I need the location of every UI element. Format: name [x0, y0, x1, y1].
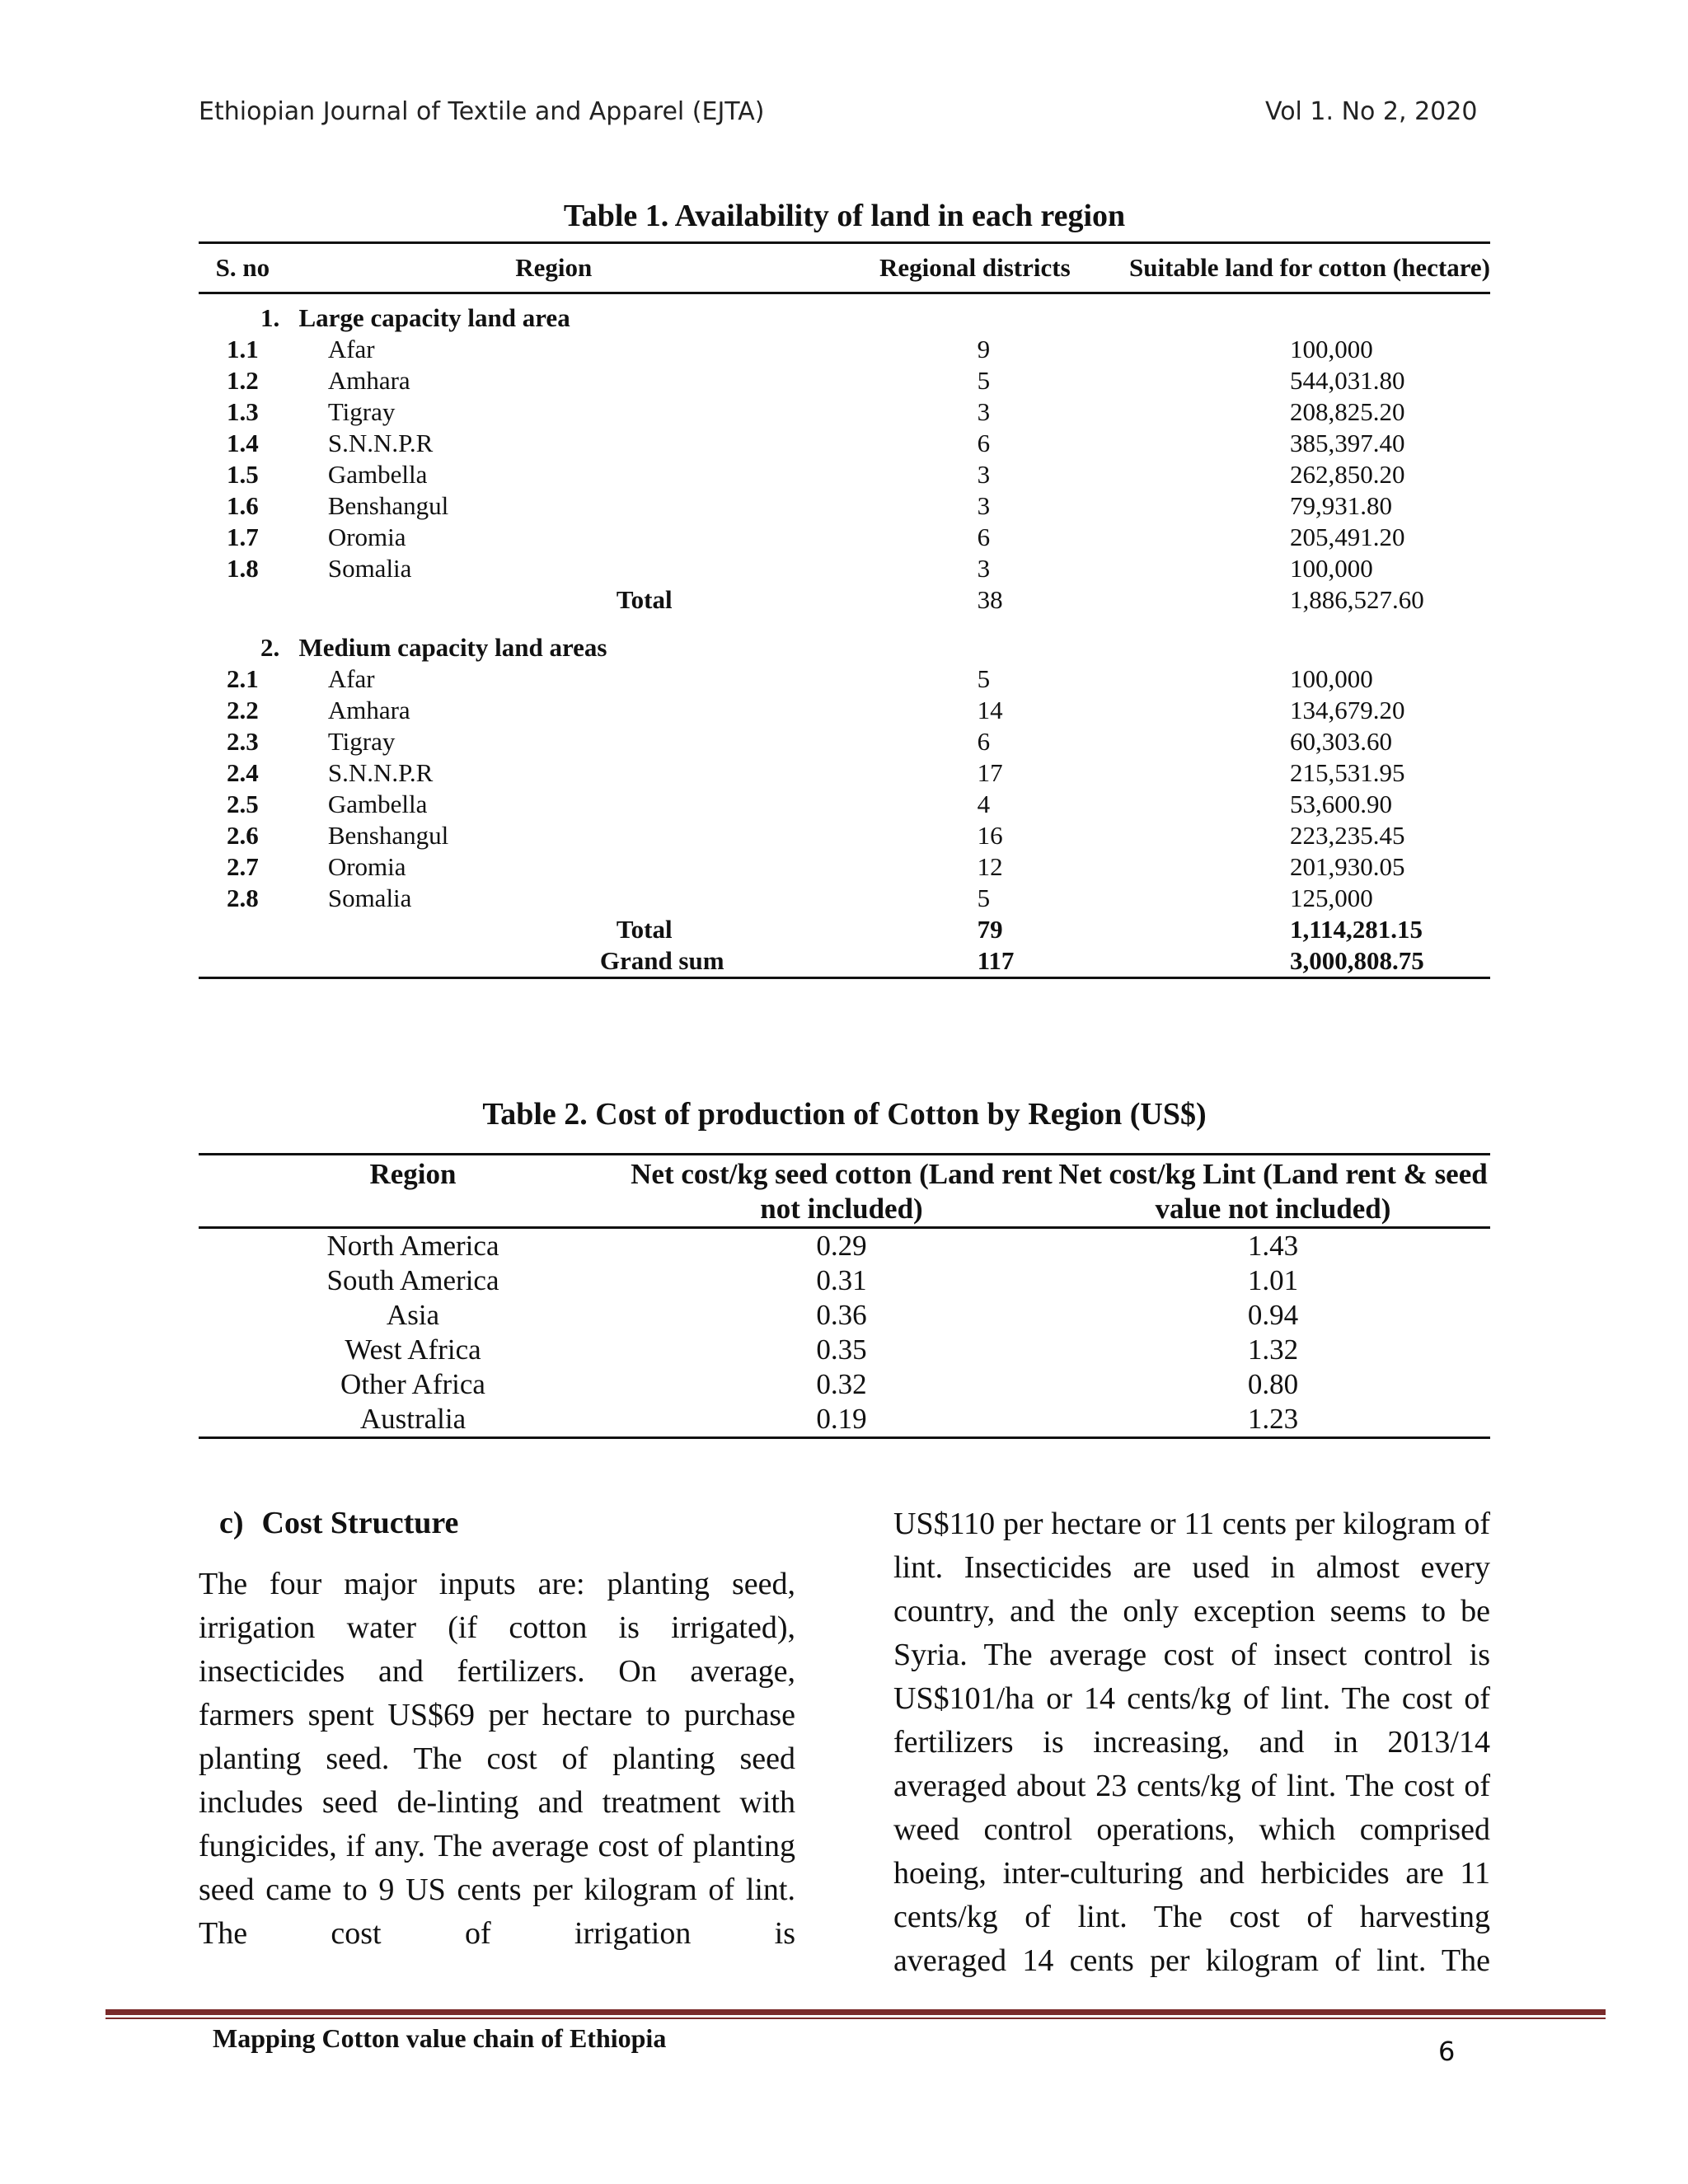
region-cell: Oromia: [327, 523, 406, 551]
table-header-row: [199, 243, 1490, 293]
table-row: [199, 553, 1490, 584]
section-number: 2.: [260, 633, 280, 662]
table-row: [199, 1367, 1490, 1402]
section-heading-row: [199, 632, 1490, 663]
column-header: Net cost/kg seed cotton (Land rent not included): [627, 1155, 1056, 1228]
table-row: [199, 851, 1490, 883]
lint-cost-cell: 0.94: [1247, 1299, 1299, 1331]
table2-caption: Table 2. Cost of production of Cotton by Region (US$): [482, 1097, 1207, 1132]
table-row: [199, 522, 1490, 553]
lint-cost-cell: 1.23: [1056, 1402, 1490, 1438]
region-cell: Gambella: [327, 790, 428, 818]
serial-number-cell: 2.8: [227, 883, 259, 912]
serial-number-cell: 1.1: [227, 335, 259, 363]
grand-sum-label-cell: Grand sum: [287, 945, 821, 978]
serial-number-cell: 1.8: [227, 554, 259, 583]
districts-cell: 3: [977, 460, 991, 489]
land-cell: 134,679.20: [1290, 696, 1405, 724]
table-row: [199, 883, 1490, 914]
section-heading: [199, 293, 1490, 335]
footer-rule: [106, 2009, 1606, 2015]
table-row: [199, 334, 1490, 365]
column-header: Region: [199, 1155, 627, 1228]
table-row: [199, 1263, 1490, 1298]
seed-cost-cell: 0.29: [816, 1230, 867, 1262]
region-cell: Amhara: [327, 696, 410, 724]
serial-number-cell: 1.2: [227, 366, 259, 395]
region-cell: West Africa: [345, 1333, 481, 1366]
serial-number-cell: 1.5: [227, 460, 259, 489]
seed-cost-cell: 0.32: [816, 1368, 867, 1400]
section-heading-cost-structure: [219, 1505, 458, 1541]
table-row: [199, 695, 1490, 726]
districts-cell: 4: [977, 790, 991, 818]
districts-cell: 3: [977, 491, 991, 520]
spacer-row: [199, 616, 1490, 632]
section-marker: c): [219, 1506, 244, 1540]
region-cell: Other Africa: [340, 1368, 485, 1400]
section-title: Cost Structure: [261, 1506, 459, 1540]
land-cell: 544,031.80: [1290, 366, 1405, 395]
cost-table-body: [199, 1228, 1490, 1438]
districts-cell: 17: [977, 758, 1003, 787]
total-land-cell: 1,886,527.60: [1290, 585, 1424, 614]
districts-cell: 6: [977, 523, 991, 551]
districts-cell: 3: [977, 397, 991, 426]
land-cell: 79,931.80: [1290, 491, 1393, 520]
total-row: [199, 914, 1490, 945]
region-cell: Somalia: [327, 554, 412, 583]
serial-number-cell: 2.1: [227, 664, 259, 693]
table-row: [199, 1333, 1490, 1367]
table-row: [199, 789, 1490, 820]
page-number: 6: [1438, 2036, 1456, 2067]
serial-number-cell: 1.7: [227, 523, 259, 551]
body-paragraph-right: US$110 per hectare or 11 cents per kilogram of lint. Insecticides are used in almost every country, and the only exception seems to be Syria. The average cost of insect control is US$101/ha or 14 cents/kg of lint. The cost of fertilizers is increasing, and in 2013/14 averaged about 23 cents/kg of lint. The cost of weed control operations, which comprised hoeing, inter-culturing and herbicides are 11 cents/kg of lint. The cost of harvesting averaged 14 cents per kilogram of lint. The: [893, 1507, 1490, 1978]
total-label-cell: Total: [616, 915, 673, 944]
districts-cell: 5: [977, 366, 991, 395]
serial-number-cell: 2.2: [227, 696, 259, 724]
land-availability-table: [199, 241, 1490, 979]
lint-cost-cell: 0.80: [1247, 1368, 1299, 1400]
serial-number-cell: 2.3: [227, 727, 259, 756]
districts-cell: 3: [977, 554, 991, 583]
districts-cell: 6: [977, 727, 991, 756]
land-cell: 201,930.05: [1290, 852, 1405, 881]
serial-number-cell: 1.6: [227, 491, 259, 520]
table-row: [199, 1402, 1490, 1438]
land-cell: 60,303.60: [1290, 727, 1393, 756]
region-cell: South America: [326, 1264, 499, 1296]
table-row: [199, 663, 1490, 695]
land-table-body: [199, 293, 1490, 978]
empty-cell: [199, 945, 287, 978]
column-header: Suitable land for cotton (hectare): [1129, 243, 1490, 293]
table-row: [199, 365, 1490, 396]
spacer-cell: [199, 616, 1490, 632]
empty-cell: [199, 584, 287, 616]
districts-cell: 6: [977, 429, 991, 457]
table-row: [199, 490, 1490, 522]
region-cell: North America: [326, 1230, 499, 1262]
table-row: [199, 1298, 1490, 1333]
land-cell: 205,491.20: [1290, 523, 1405, 551]
serial-number-cell: 1.3: [227, 397, 259, 426]
column-header: Regional districts: [821, 243, 1129, 293]
section-label: Large capacity land area: [298, 303, 570, 332]
running-header-journal: Ethiopian Journal of Textile and Apparel (EJTA): [199, 97, 765, 126]
serial-number-cell: 2.7: [227, 852, 259, 881]
footer-title: Mapping Cotton value chain of Ethiopia: [213, 2023, 667, 2053]
total-districts-cell: 79: [977, 915, 1003, 944]
lint-cost-cell: 1.43: [1247, 1230, 1299, 1262]
land-cell: 262,850.20: [1290, 460, 1405, 489]
region-cell: Oromia: [327, 852, 406, 881]
section-label: Medium capacity land areas: [298, 633, 607, 662]
column-header: Region: [287, 243, 821, 293]
total-land-cell: 1,114,281.15: [1290, 915, 1423, 944]
running-header-volume: Vol 1. No 2, 2020: [1265, 97, 1478, 126]
table-row: [199, 820, 1490, 851]
table1-caption: Table 1. Availability of land in each region: [563, 199, 1126, 233]
region-cell: Tigray: [327, 727, 396, 756]
lint-cost-cell: 1.01: [1247, 1264, 1299, 1296]
section-heading-row: [199, 293, 1490, 335]
region-cell: Benshangul: [327, 821, 449, 850]
serial-number-cell: 2.4: [227, 758, 259, 787]
table-row: [199, 396, 1490, 428]
districts-cell: 5: [977, 664, 991, 693]
footer-rule-thin: [106, 2018, 1606, 2019]
land-cell: 385,397.40: [1290, 429, 1405, 457]
table-row: [199, 1228, 1490, 1264]
land-cell: 53,600.90: [1290, 790, 1393, 818]
seed-cost-cell: 0.36: [816, 1299, 867, 1331]
grand-districts-cell: 117: [821, 945, 1129, 978]
region-cell: S.N.N.P.R: [327, 758, 434, 787]
land-cell: 125,000: [1290, 883, 1373, 912]
serial-number-cell: 2.6: [227, 821, 259, 850]
region-cell: Amhara: [327, 366, 410, 395]
land-cell: 100,000: [1290, 554, 1373, 583]
table-row: [199, 428, 1490, 459]
seed-cost-cell: 0.19: [627, 1402, 1056, 1438]
total-label-cell: Total: [616, 585, 673, 614]
body-paragraph-left: The four major inputs are: planting seed, irrigation water (if cotton is irrigated), insecticides and fertilizers. On average, farmers spent US$69 per hectare to purchase planting seed. The cost of planting seed includes seed de-linting and treatment with fungicides, if any. The average cost of planting seed came to 9 US cents per kilogram of lint. The cost of irrigation is: [199, 1567, 795, 1951]
table-row: [199, 726, 1490, 757]
column-header: Net cost/kg Lint (Land rent & seed value not included): [1056, 1155, 1490, 1228]
cost-of-production-table: [199, 1153, 1490, 1439]
serial-number-cell: 2.5: [227, 790, 259, 818]
region-cell: Tigray: [327, 397, 396, 426]
seed-cost-cell: 0.35: [816, 1333, 867, 1366]
total-row: [199, 584, 1490, 616]
section-number: 1.: [260, 303, 280, 332]
seed-cost-cell: 0.31: [816, 1264, 867, 1296]
grand-sum-row: [199, 945, 1490, 978]
districts-cell: 5: [977, 883, 991, 912]
empty-cell: [199, 914, 287, 945]
column-header: S. no: [199, 243, 287, 293]
table-row: [199, 757, 1490, 789]
region-cell: Gambella: [327, 460, 428, 489]
land-cell: 215,531.95: [1290, 758, 1405, 787]
table-header-row: [199, 1155, 1490, 1228]
districts-cell: 14: [977, 696, 1003, 724]
region-cell: Afar: [327, 335, 375, 363]
table-row: [199, 459, 1490, 490]
region-cell: Asia: [386, 1299, 440, 1331]
region-cell: Australia: [199, 1402, 627, 1438]
region-cell: S.N.N.P.R: [327, 429, 434, 457]
region-cell: Somalia: [327, 883, 412, 912]
land-cell: 223,235.45: [1290, 821, 1405, 850]
section-heading: [199, 632, 1490, 663]
districts-cell: 12: [977, 852, 1003, 881]
districts-cell: 9: [977, 335, 991, 363]
lint-cost-cell: 1.32: [1247, 1333, 1299, 1366]
total-districts-cell: 38: [977, 585, 1003, 614]
grand-land-cell: 3,000,808.75: [1129, 945, 1490, 978]
land-cell: 208,825.20: [1290, 397, 1405, 426]
serial-number-cell: 1.4: [227, 429, 259, 457]
land-cell: 100,000: [1290, 664, 1373, 693]
land-cell: 100,000: [1290, 335, 1373, 363]
region-cell: Benshangul: [327, 491, 449, 520]
districts-cell: 16: [977, 821, 1003, 850]
region-cell: Afar: [327, 664, 375, 693]
